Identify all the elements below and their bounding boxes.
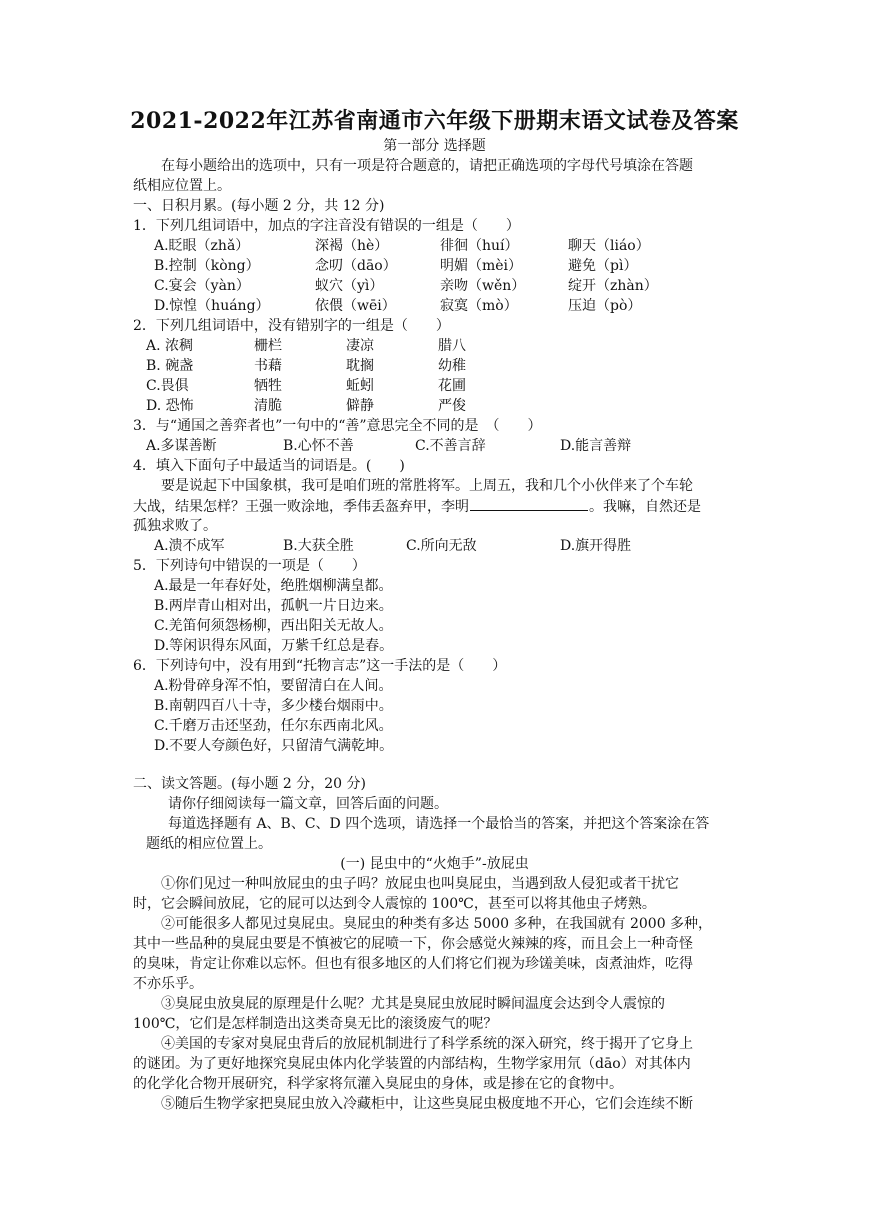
option-d: D.旗开得胜	[560, 538, 632, 554]
option-cell: 压迫（pò）	[568, 298, 642, 314]
option-b: B.心怀不善	[283, 438, 354, 454]
passage-line: 的化学化合物开展研究，科学家将氘灌入臭屁虫的身体，或是掺在它的食物中。	[133, 1076, 623, 1092]
passage-line: 时，它会瞬间放屁，它的屁可以达到令人震惊的 100℃，甚至可以将其他虫子烤熟。	[133, 896, 656, 912]
option-cell: D. 恐怖	[146, 398, 194, 414]
section1-heading: 一、日积月累。(每小题 2 分，共 12 分)	[133, 198, 385, 214]
passage-line: 的臭味，肯定让你难以忘怀。但也有很多地区的人们将它们视为珍馐美味，卤煮油炸，吃得	[133, 956, 693, 972]
question-4-passage-line: 孤独求败了。	[133, 518, 217, 534]
option-b: B.两岸青山相对出，孤帆一片日边来。	[154, 598, 393, 614]
passage-line: ④美国的专家对臭屁虫背后的放屁机制进行了科学系统的深入研究，终于揭开了它身上	[133, 1036, 693, 1052]
passage-line: ②可能很多人都见过臭屁虫。臭屁虫的种类有多达 5000 多种，在我国就有 2000 多种，	[133, 916, 713, 932]
passage-line: ①你们见过一种叫放屁虫的虫子吗？放屁虫也叫臭屁虫，当遇到敌人侵犯或者干扰它	[133, 876, 679, 892]
option-c: C.千磨万击还坚劲，任尔东西南北风。	[154, 718, 393, 734]
passage-line: ⑤随后生物学家把臭屁虫放入冷藏柜中，让这些臭屁虫极度地不开心，它们会连续不断	[133, 1096, 693, 1112]
question-4-stem: 4．填入下面句子中最适当的词语是。( )	[133, 458, 405, 474]
passage-title: (一) 昆虫中的“火炮手”-放屁虫	[340, 856, 529, 872]
option-cell: B.控制（kòng）	[154, 258, 260, 274]
question-4-passage-line: 要是说起下中国象棋，我可是咱们班的常胜将军。上周五，我和几个小伙伴来了个车轮	[133, 478, 693, 494]
question-5-stem: 5．下列诗句中错误的一项是（ ）	[133, 558, 366, 574]
option-cell: 清脆	[254, 398, 282, 414]
question-4-passage-line	[133, 496, 701, 516]
option-cell: 明媚（mèi）	[440, 258, 523, 274]
option-cell: 依偎（wēi）	[315, 298, 396, 314]
option-b: B.南朝四百八十寺，多少楼台烟雨中。	[154, 698, 393, 714]
question-1-stem: 1．下列几组词语中，加点的字注音没有错误的一组是（ ）	[133, 218, 520, 234]
option-cell: 腊八	[438, 338, 466, 354]
option-cell: 幼稚	[438, 358, 466, 374]
option-cell: B. 碗盏	[146, 358, 194, 374]
question-2-stem: 2．下列几组词语中，没有错别字的一组是（ ）	[133, 318, 450, 334]
option-cell: 僻静	[346, 398, 374, 414]
fill-in-blank	[470, 496, 588, 511]
option-cell: A.眨眼（zhǎ）	[154, 238, 250, 254]
section2-instruction-line: 每道选择题有 A、B、C、D 四个选项，请选择一个最恰当的答案，并把这个答案涂在答	[140, 816, 710, 832]
option-a: A.溃不成军	[154, 538, 225, 554]
passage-line: 100℃，它们是怎样制造出这类奇臭无比的滚烫废气的呢？	[133, 1016, 498, 1032]
option-a: A.多谋善断	[146, 438, 217, 454]
option-cell: 亲吻（wěn）	[440, 278, 526, 294]
passage-line: 其中一些品种的臭屁虫要是不慎被它的屁喷一下，你会感觉火辣辣的疼，而且会上一种奇怪	[133, 936, 693, 952]
option-cell: 蚁穴（yì）	[315, 278, 384, 294]
option-cell: A. 浓稠	[146, 338, 194, 354]
question-3-stem: 3．与“通国之善弈者也”一句中的“善”意思完全不同的是 （ ）	[133, 418, 542, 434]
part1-heading: 第一部分 选择题	[383, 138, 486, 154]
part1-instruction-line: 纸相应位置上。	[133, 178, 231, 194]
option-cell: 栅栏	[254, 338, 282, 354]
option-cell: 牺牲	[254, 378, 282, 394]
option-d: D.能言善辩	[560, 438, 632, 454]
option-cell: 深褐（hè）	[315, 238, 389, 254]
option-c: C.不善言辞	[415, 438, 486, 454]
option-cell: 耽搁	[346, 358, 374, 374]
option-cell: 寂寞（mò）	[440, 298, 518, 314]
passage-line: ③臭屁虫放臭屁的原理是什么呢？尤其是臭屁虫放屁时瞬间温度会达到令人震惊的	[133, 996, 665, 1012]
option-cell: 聊天（liáo）	[568, 238, 650, 254]
option-d: D.等闲识得东风面，万紫千红总是春。	[154, 638, 394, 654]
option-cell: D.惊惶（huáng）	[154, 298, 270, 314]
option-c: C.所向无敌	[406, 538, 477, 554]
option-cell: 蚯蚓	[346, 378, 374, 394]
passage-text: 大战，结果怎样？王强一败涂地，季伟丢盔弃甲，李明	[133, 499, 469, 515]
option-cell: 凄凉	[346, 338, 374, 354]
option-c: C.羌笛何须怨杨柳，西出阳关无故人。	[154, 618, 393, 634]
option-cell: 念叨（dāo）	[315, 258, 397, 274]
question-6-stem: 6．下列诗句中，没有用到“托物言志”这一手法的是（ ）	[133, 658, 507, 674]
option-cell: 徘徊（huí）	[440, 238, 519, 254]
passage-line: 不亦乐乎。	[133, 976, 203, 992]
page-title: 2021-2022年江苏省南通市六年级下册期末语文试卷及答案	[130, 108, 739, 134]
section2-heading: 二、读文答题。(每小题 2 分，20 分)	[133, 776, 366, 792]
option-cell: 严俊	[438, 398, 466, 414]
option-cell: C.畏俱	[146, 378, 189, 394]
part1-instruction-line: 在每小题给出的选项中，只有一项是符合题意的，请把正确选项的字母代号填涂在答题	[133, 158, 693, 174]
passage-line: 的谜团。为了更好地探究臭屁虫体内化学装置的内部结构，生物学家用氘（dāo）对其体内	[133, 1056, 691, 1072]
option-cell: 绽开（zhàn）	[568, 278, 658, 294]
passage-text: 。我嘛，自然还是	[589, 499, 701, 515]
option-cell: 书藉	[254, 358, 282, 374]
option-d: D.不要人夸颜色好，只留清气满乾坤。	[154, 738, 394, 754]
section2-instruction: 请你仔细阅读每一篇文章，回答后面的问题。	[140, 796, 448, 812]
option-b: B.大获全胜	[283, 538, 354, 554]
section2-instruction-line: 题纸的相应位置上。	[146, 836, 272, 852]
option-cell: 花圃	[438, 378, 466, 394]
option-a: A.粉骨碎身浑不怕，要留清白在人间。	[154, 678, 393, 694]
option-cell: C.宴会（yàn）	[154, 278, 250, 294]
option-cell: 避免（pì）	[568, 258, 638, 274]
option-a: A.最是一年春好处，绝胜烟柳满皇都。	[154, 578, 393, 594]
